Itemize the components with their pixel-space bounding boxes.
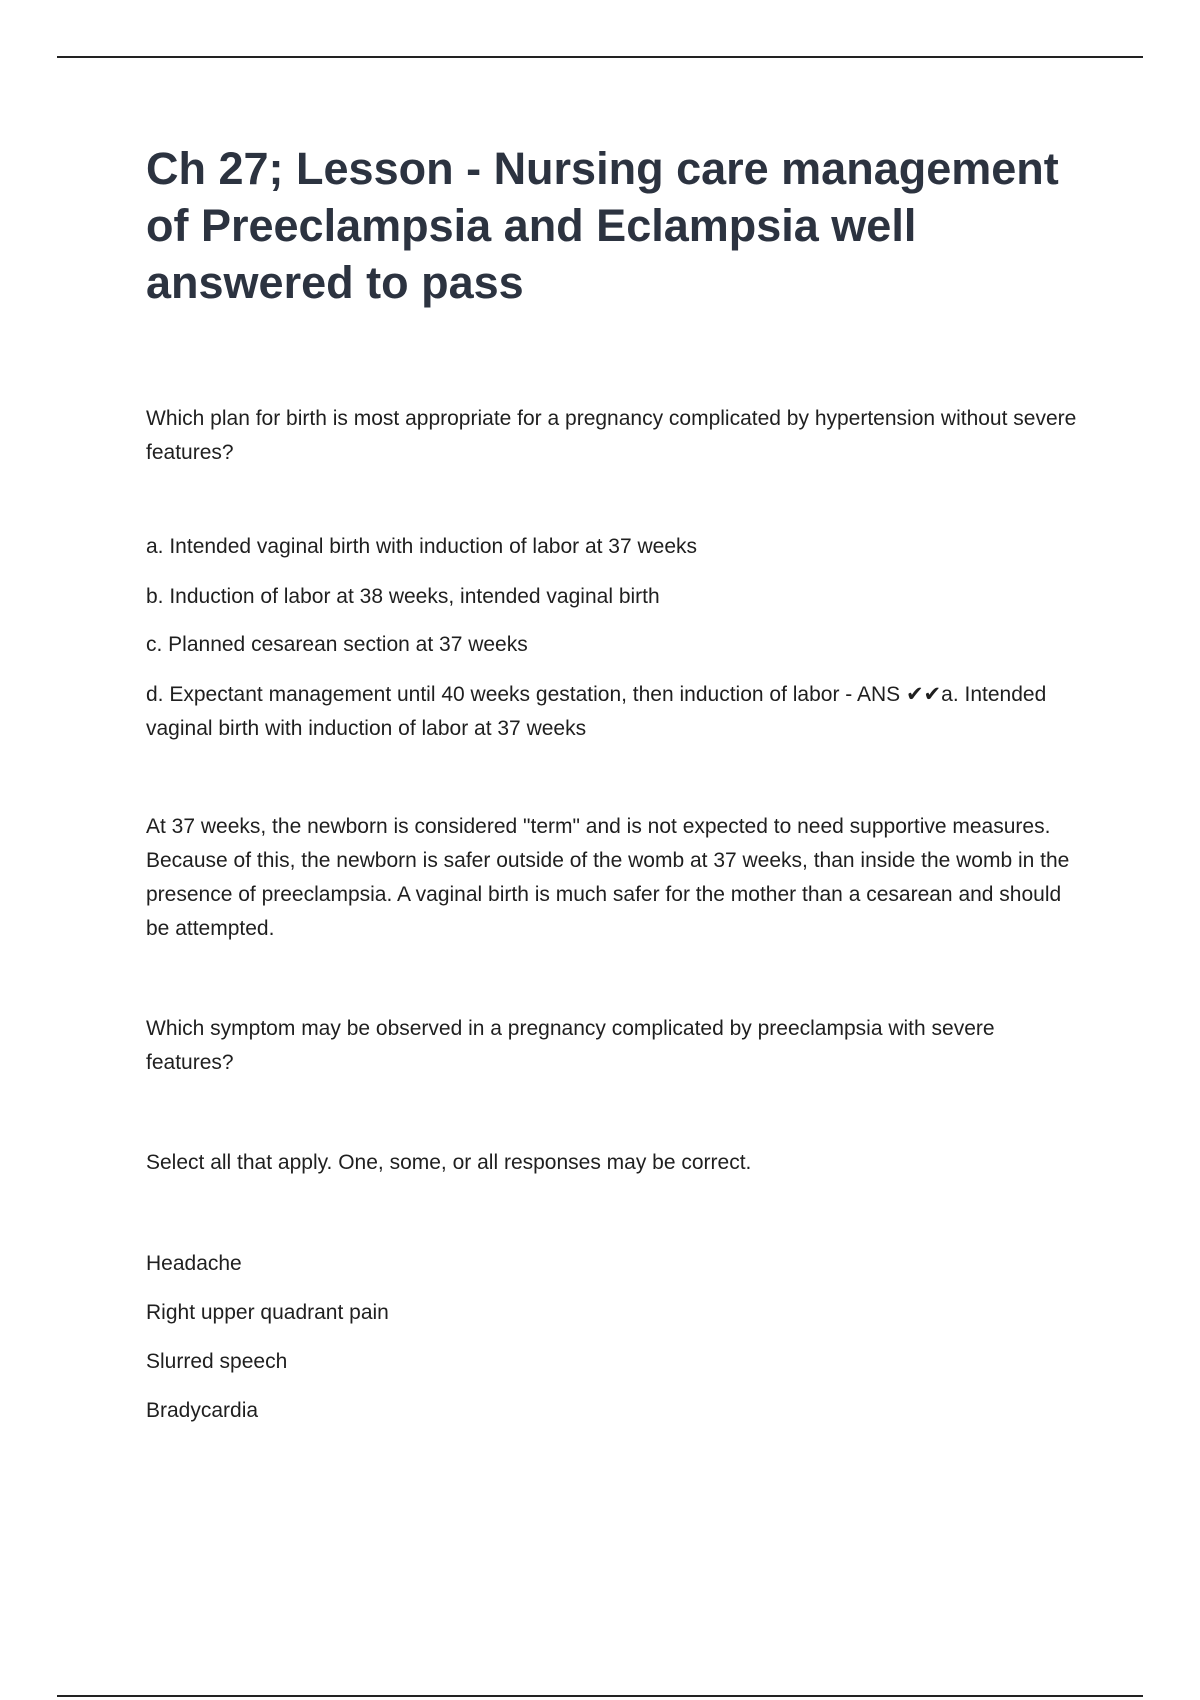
- bottom-divider: [57, 1695, 1143, 1697]
- question-1-option-c: c. Planned cesarean section at 37 weeks: [146, 633, 528, 656]
- question-2-instruction: Select all that apply. One, some, or all responses may be correct.: [146, 1151, 752, 1174]
- question-2-option-right-upper-quadrant-pain: Right upper quadrant pain: [146, 1301, 389, 1324]
- question-1-text: Which plan for birth is most appropriate for a pregnancy complicated by hypertension without severe features?: [146, 407, 1077, 464]
- question-1-option-b: b. Induction of labor at 38 weeks, intended vaginal birth: [146, 585, 660, 608]
- question-2-text: Which symptom may be observed in a pregnancy complicated by preeclampsia with severe features?: [146, 1017, 995, 1074]
- question-1-option-a: a. Intended vaginal birth with induction of labor at 37 weeks: [146, 535, 698, 558]
- question-1-option-d-with-answer: d. Expectant management until 40 weeks gestation, then induction of labor - ANS ✔✔a. Intended vaginal birth with induction of labor at 37 weeks: [146, 683, 1047, 740]
- top-divider: [57, 56, 1143, 58]
- document-body: [146, 140, 1086, 1428]
- question-2-option-slurred-speech: Slurred speech: [146, 1350, 288, 1373]
- document-title: Ch 27; Lesson - Nursing care management of Preeclampsia and Eclampsia well answered to pass: [146, 143, 1059, 308]
- question-2-option-headache: Headache: [146, 1252, 242, 1275]
- question-1-rationale: At 37 weeks, the newborn is considered "term" and is not expected to need supportive measures. Because of this, the newborn is safer outside of the womb at 37 weeks, than inside the womb in the presence of preeclampsia. A vaginal birth is much safer for the mother than a cesarean and should be attempted.: [146, 815, 1070, 940]
- question-2-option-bradycardia: Bradycardia: [146, 1399, 259, 1422]
